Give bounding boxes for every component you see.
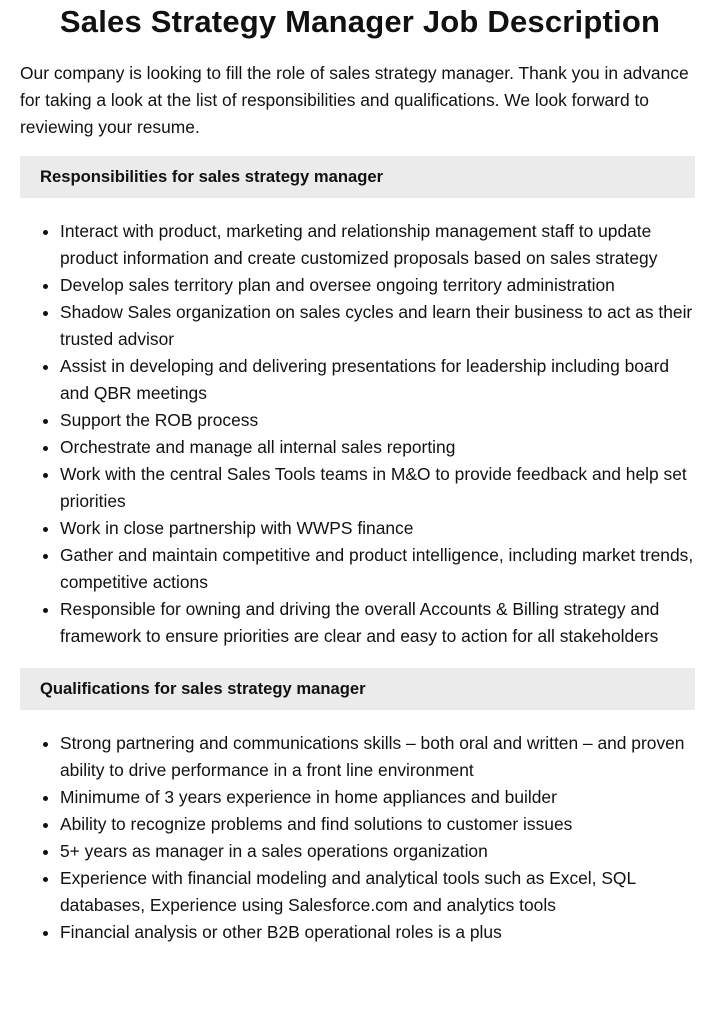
responsibilities-list [20,218,695,650]
list-item: • Shadow Sales organization on sales cycles and learn their business to act as their trusted advisor [60,299,695,353]
intro-paragraph: Our company is looking to fill the role of sales strategy manager. Thank you in advance for taking a look at the list of responsibilities and qualifications. We look forward to reviewing your resume. [20,63,689,137]
list-item: • Orchestrate and manage all internal sales reporting [60,434,695,461]
qualifications-list [20,730,695,946]
qualifications-heading: Qualifications for sales strategy manager [20,668,695,710]
page-title: Sales Strategy Manager Job Description [59,4,661,39]
list-item: • Support the ROB process [60,407,695,434]
responsibilities-heading: Responsibilities for sales strategy manager [20,156,695,198]
list-item: • Experience with financial modeling and analytical tools such as Excel, SQL databases, Experience using Salesforce.com and analytics tools [60,865,695,919]
list-item: • Minimume of 3 years experience in home appliances and builder [60,784,695,811]
list-item: • Responsible for owning and driving the overall Accounts & Billing strategy and framework to ensure priorities are clear and easy to action for all stakeholders [60,596,695,650]
list-item: • Gather and maintain competitive and product intelligence, including market trends, competitive actions [60,542,695,596]
list-item: • Work with the central Sales Tools teams in M&O to provide feedback and help set priorities [60,461,695,515]
list-item: • Ability to recognize problems and find solutions to customer issues [60,811,695,838]
list-item: • Financial analysis or other B2B operational roles is a plus [60,919,695,946]
list-item: • Strong partnering and communications skills – both oral and written – and proven ability to drive performance in a front line environment [60,730,695,784]
list-item: • 5+ years as manager in a sales operations organization [60,838,695,865]
list-item: • Interact with product, marketing and relationship management staff to update product information and create customized proposals based on sales strategy [60,218,695,272]
list-item: • Work in close partnership with WWPS finance [60,515,695,542]
list-item: • Develop sales territory plan and oversee ongoing territory administration [60,272,695,299]
list-item: • Assist in developing and delivering presentations for leadership including board and QBR meetings [60,353,695,407]
